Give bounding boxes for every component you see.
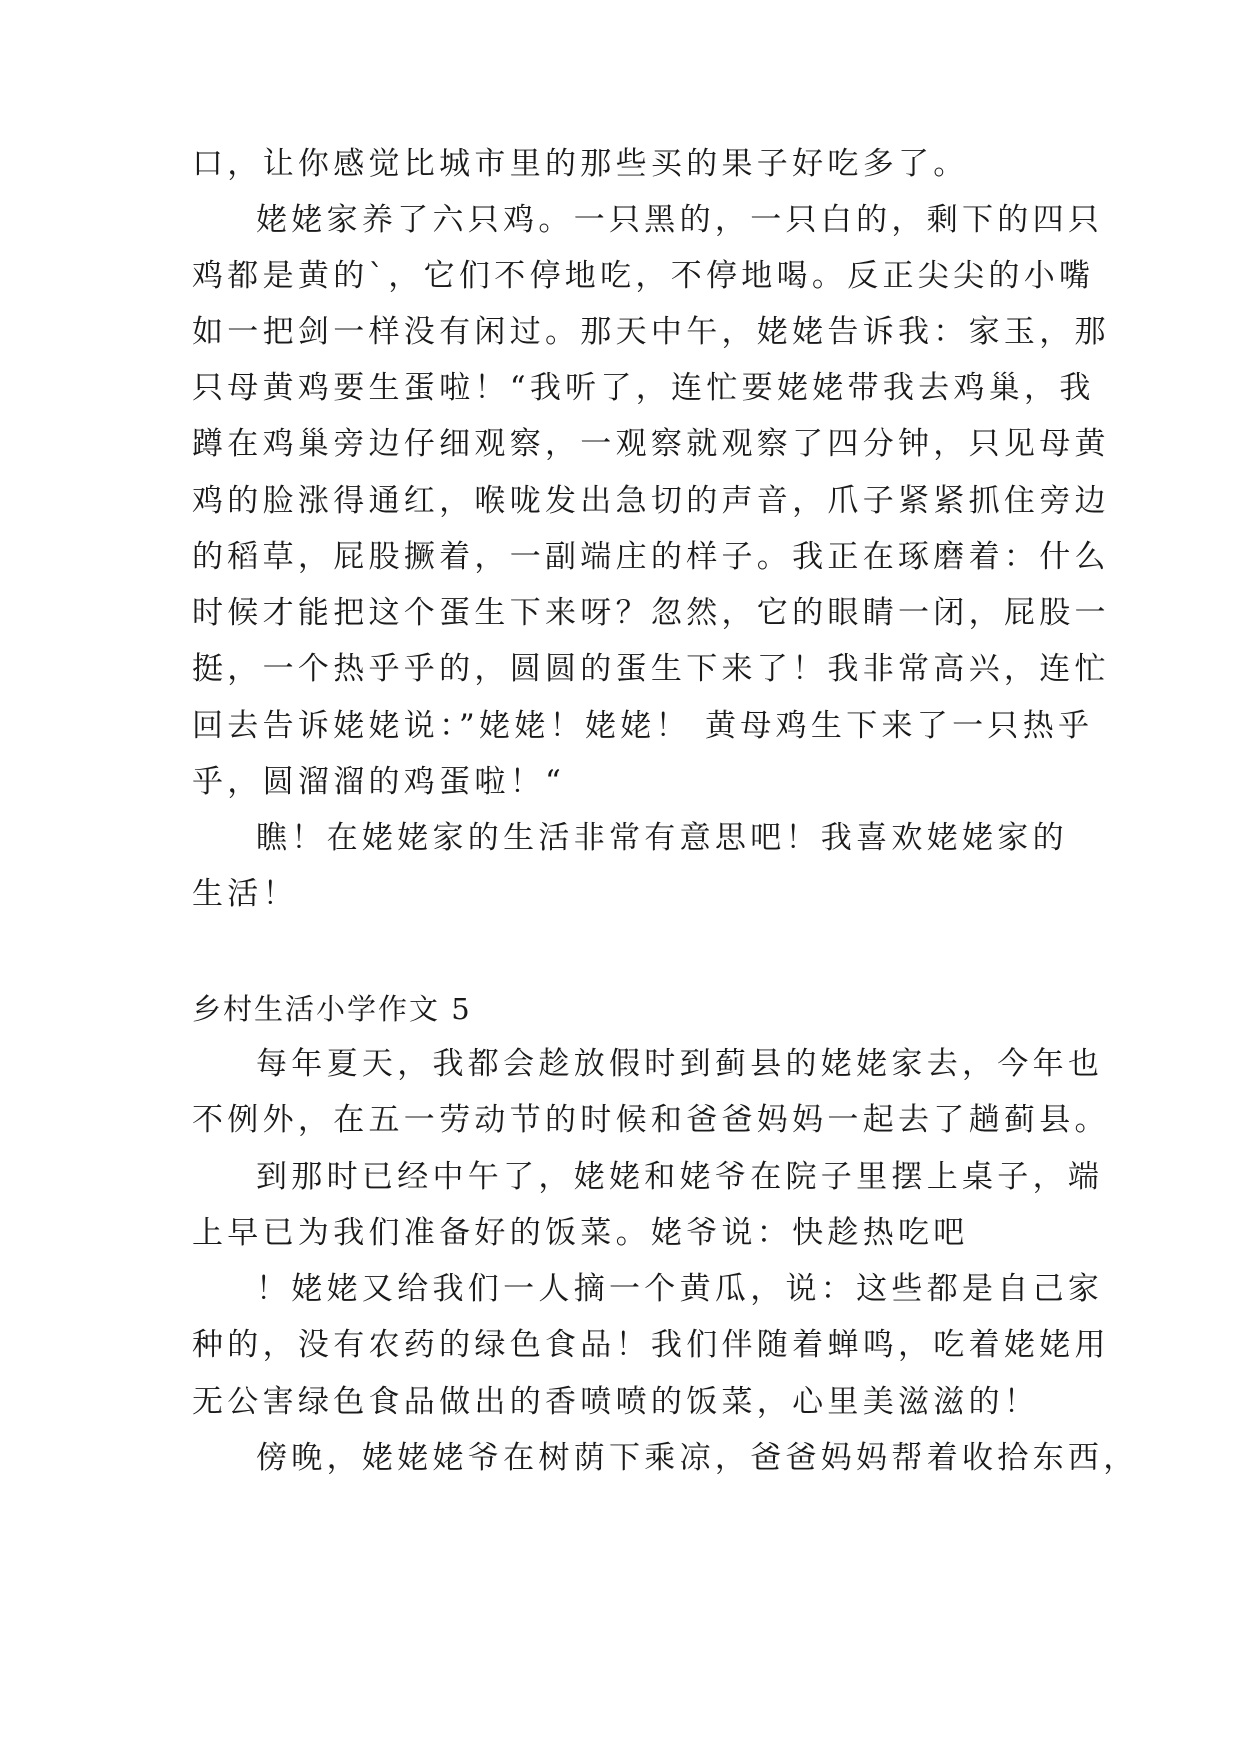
text-line: 乎，圆溜溜的鸡蛋啦！“ <box>192 764 566 800</box>
text-line: ！姥姥又给我们一人摘一个黄瓜，说：这些都是自己家 <box>256 1271 1104 1307</box>
text-line: 挺，一个热乎乎的，圆圆的蛋生下来了！我非常高兴，连忙 <box>192 651 1110 687</box>
text-line: 生活！ <box>192 876 298 912</box>
section-heading: 乡村生活小学作文 5 <box>192 992 472 1026</box>
text-line: 不例外，在五一劳动节的时候和爸爸妈妈一起去了趟蓟县。 <box>192 1102 1110 1138</box>
text-line: 时候才能把这个蛋生下来呀？忽然，它的眼睛一闭，屁股一 <box>192 595 1110 631</box>
text-line: 种的，没有农药的绿色食品！我们伴随着蝉鸣，吃着姥姥用 <box>192 1327 1110 1363</box>
text-line: 无公害绿色食品做出的香喷喷的饭菜，心里美滋滋的！ <box>192 1384 1040 1420</box>
text-line: 鸡都是黄的`，它们不停地吃，不停地喝。反正尖尖的小嘴 <box>192 258 1095 294</box>
text-line: 如一把剑一样没有闲过。那天中午，姥姥告诉我：家玉，那 <box>192 314 1110 350</box>
text-line: 蹲在鸡巢旁边仔细观察，一观察就观察了四分钟，只见母黄 <box>192 426 1110 462</box>
text-line: 只母黄鸡要生蛋啦！“我听了，连忙要姥姥带我去鸡巢，我 <box>192 370 1095 406</box>
text-line: 回去告诉姥姥说：”姥姥！姥姥！ 黄母鸡生下来了一只热乎 <box>192 708 1094 744</box>
text-line: 姥姥家养了六只鸡。一只黑的，一只白的，剩下的四只 <box>256 202 1104 238</box>
text-line: 上早已为我们准备好的饭菜。姥爷说：快趁热吃吧 <box>192 1215 969 1251</box>
text-line: 傍晚，姥姥姥爷在树荫下乘凉，爸爸妈妈帮着收拾东西， <box>256 1440 1139 1476</box>
text-line: 的稻草，屁股撅着，一副端庄的样子。我正在琢磨着：什么 <box>192 539 1110 575</box>
text-line: 瞧！在姥姥家的生活非常有意思吧！我喜欢姥姥家的 <box>256 820 1068 856</box>
text-line: 每年夏天，我都会趁放假时到蓟县的姥姥家去，今年也 <box>256 1046 1104 1082</box>
text-line: 鸡的脸涨得通红，喉咙发出急切的声音，爪子紧紧抓住旁边 <box>192 483 1110 519</box>
text-line: 口，让你感觉比城市里的那些买的果子好吃多了。 <box>192 146 969 182</box>
text-line: 到那时已经中午了，姥姥和姥爷在院子里摆上桌子，端 <box>256 1159 1104 1195</box>
